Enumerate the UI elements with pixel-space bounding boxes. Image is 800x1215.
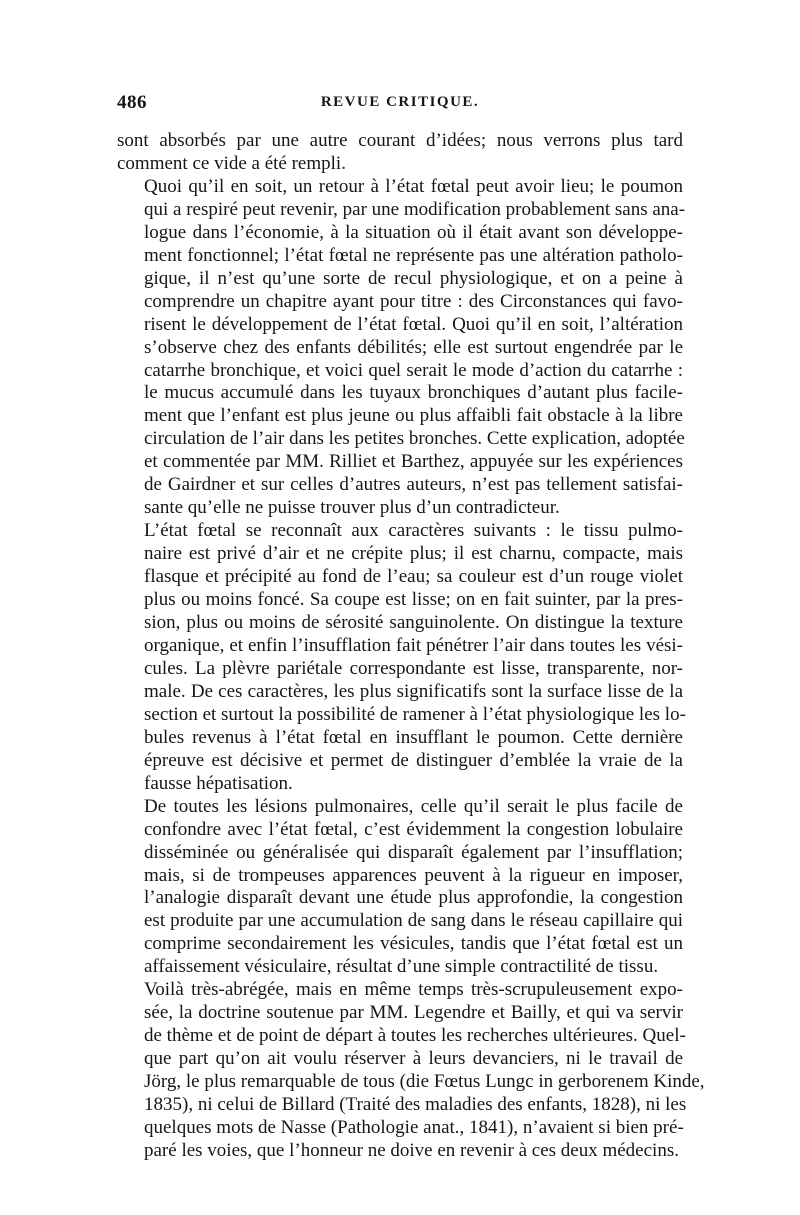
page-number: 486: [117, 92, 147, 113]
text-line: fausse hépatisation.: [144, 772, 293, 794]
text-line: le mucus accumulé dans les tuyaux bronchiques d’autant plus facile-: [144, 382, 683, 404]
text-line: disséminée ou généralisée qui disparaît également par l’insufflation;: [144, 841, 683, 863]
text-line: que part qu’on ait voulu réserver à leurs devanciers, ni le travail de: [144, 1048, 683, 1070]
text-line: organique, et enfin l’insufflation fait pénétrer l’air dans toutes les vési-: [144, 634, 683, 656]
text-line: comment ce vide a été rempli.: [117, 152, 346, 174]
running-title: REVUE CRITIQUE.: [320, 94, 480, 110]
text-line: Quoi qu’il en soit, un retour à l’état fœtal peut avoir lieu; le poumon: [144, 175, 683, 197]
paragraph: [117, 979, 705, 1163]
text-line: section et surtout la possibilité de ramener à l’état physiologique les lo-: [144, 703, 686, 725]
text-line: circulation de l’air dans les petites bronches. Cette explication, adoptée: [144, 428, 685, 450]
text-line: sion, plus ou moins de sérosité sanguinolente. On distingue la texture: [144, 612, 683, 634]
text-line: gique, il n’est qu’une sorte de recul physiologique, et on a peine à: [144, 267, 683, 289]
text-line: naire est privé d’air et ne crépite plus; il est charnu, compacte, mais: [144, 543, 683, 565]
text-line: comprime secondairement les vésicules, tandis que l’état fœtal est un: [144, 933, 683, 955]
text-line: bules revenus à l’état fœtal en insufflant le poumon. Cette dernière: [144, 726, 683, 748]
text-line: Voilà très-abrégée, mais en même temps très-scrupuleusement expo-: [144, 979, 683, 1001]
text-line: cules. La plèvre pariétale correspondante est lisse, transparente, nor-: [144, 657, 683, 679]
text-line: catarrhe bronchique, et voici quel serait le mode d’action du catarrhe :: [144, 359, 683, 381]
text-line: sée, la doctrine soutenue par MM. Legendre et Bailly, et qui va servir: [144, 1002, 683, 1024]
text-line: confondre avec l’état fœtal, c’est évidemment la congestion lobulaire: [144, 818, 683, 840]
text-line: sante qu’elle ne puisse trouver plus d’un contradicteur.: [144, 497, 560, 519]
text-line: flasque et précipité au fond de l’eau; sa couleur est d’un rouge violet: [144, 566, 683, 588]
text-line: s’observe chez des enfants débilités; elle est surtout engendrée par le: [144, 336, 683, 358]
text-line: est produite par une accumulation de sang dans le réseau capillaire qui: [144, 910, 683, 932]
text-line: de thème et de point de départ à toutes les recherches ultérieures. Quel-: [144, 1025, 686, 1047]
paragraph: [117, 796, 683, 980]
page-header: [117, 92, 683, 120]
text-line: paré les voies, que l’honneur ne doive en revenir à ces deux médecins.: [144, 1139, 679, 1161]
text-line: Jörg, le plus remarquable de tous (die Fœtus Lungc in gerborenem Kinde,: [144, 1071, 705, 1093]
text-line: plus ou moins foncé. Sa coupe est lisse; on en fait suinter, par la pres-: [144, 589, 683, 611]
text-line: 1835), ni celui de Billard (Traité des maladies des enfants, 1828), ni les: [144, 1094, 687, 1116]
text-line: sont absorbés par une autre courant d’idées; nous verrons plus tard: [117, 130, 683, 151]
text-line: épreuve est décisive et permet de distinguer d’emblée la vraie de la: [144, 749, 683, 771]
paragraph: [117, 175, 686, 520]
text-line: male. De ces caractères, les plus significatifs sont la surface lisse de la: [144, 680, 683, 702]
text-line: comprendre un chapitre ayant pour titre : des Circonstances qui favo-: [144, 290, 683, 312]
text-line: quelques mots de Nasse (Pathologie anat., 1841), n’avaient si bien pré-: [144, 1116, 684, 1138]
paragraph: [117, 520, 686, 795]
text-line: de Gairdner et sur celles d’autres auteurs, n’est pas tellement satisfai-: [144, 474, 683, 496]
body-text: [117, 130, 705, 1163]
text-line: De toutes les lésions pulmonaires, celle qu’il serait le plus facile de: [144, 795, 683, 817]
text-line: mais, si de trompeuses apparences peuvent à la rigueur en imposer,: [144, 864, 683, 886]
text-line: et commentée par MM. Rilliet et Barthez, appuyée sur les expériences: [144, 451, 683, 473]
text-line: risent le développement de l’état fœtal. Quoi qu’il en soit, l’altération: [144, 313, 683, 335]
text-line: affaissement vésiculaire, résultat d’une simple contractilité de tissu.: [144, 956, 659, 978]
text-line: logue dans l’économie, à la situation où il était avant son développe-: [144, 221, 683, 243]
text-line: ment fonctionnel; l’état fœtal ne représente pas une altération patholo-: [144, 244, 683, 266]
text-line: l’analogie disparaît devant une étude plus approfondie, la congestion: [144, 887, 683, 909]
text-line: qui a respiré peut revenir, par une modification probablement sans ana-: [144, 198, 686, 220]
text-line: ment que l’enfant est plus jeune ou plus affaibli fait obstacle à la libre: [144, 405, 683, 427]
paragraph: [117, 130, 683, 176]
text-line: L’état fœtal se reconnaît aux caractères suivants : le tissu pulmo-: [144, 520, 683, 542]
